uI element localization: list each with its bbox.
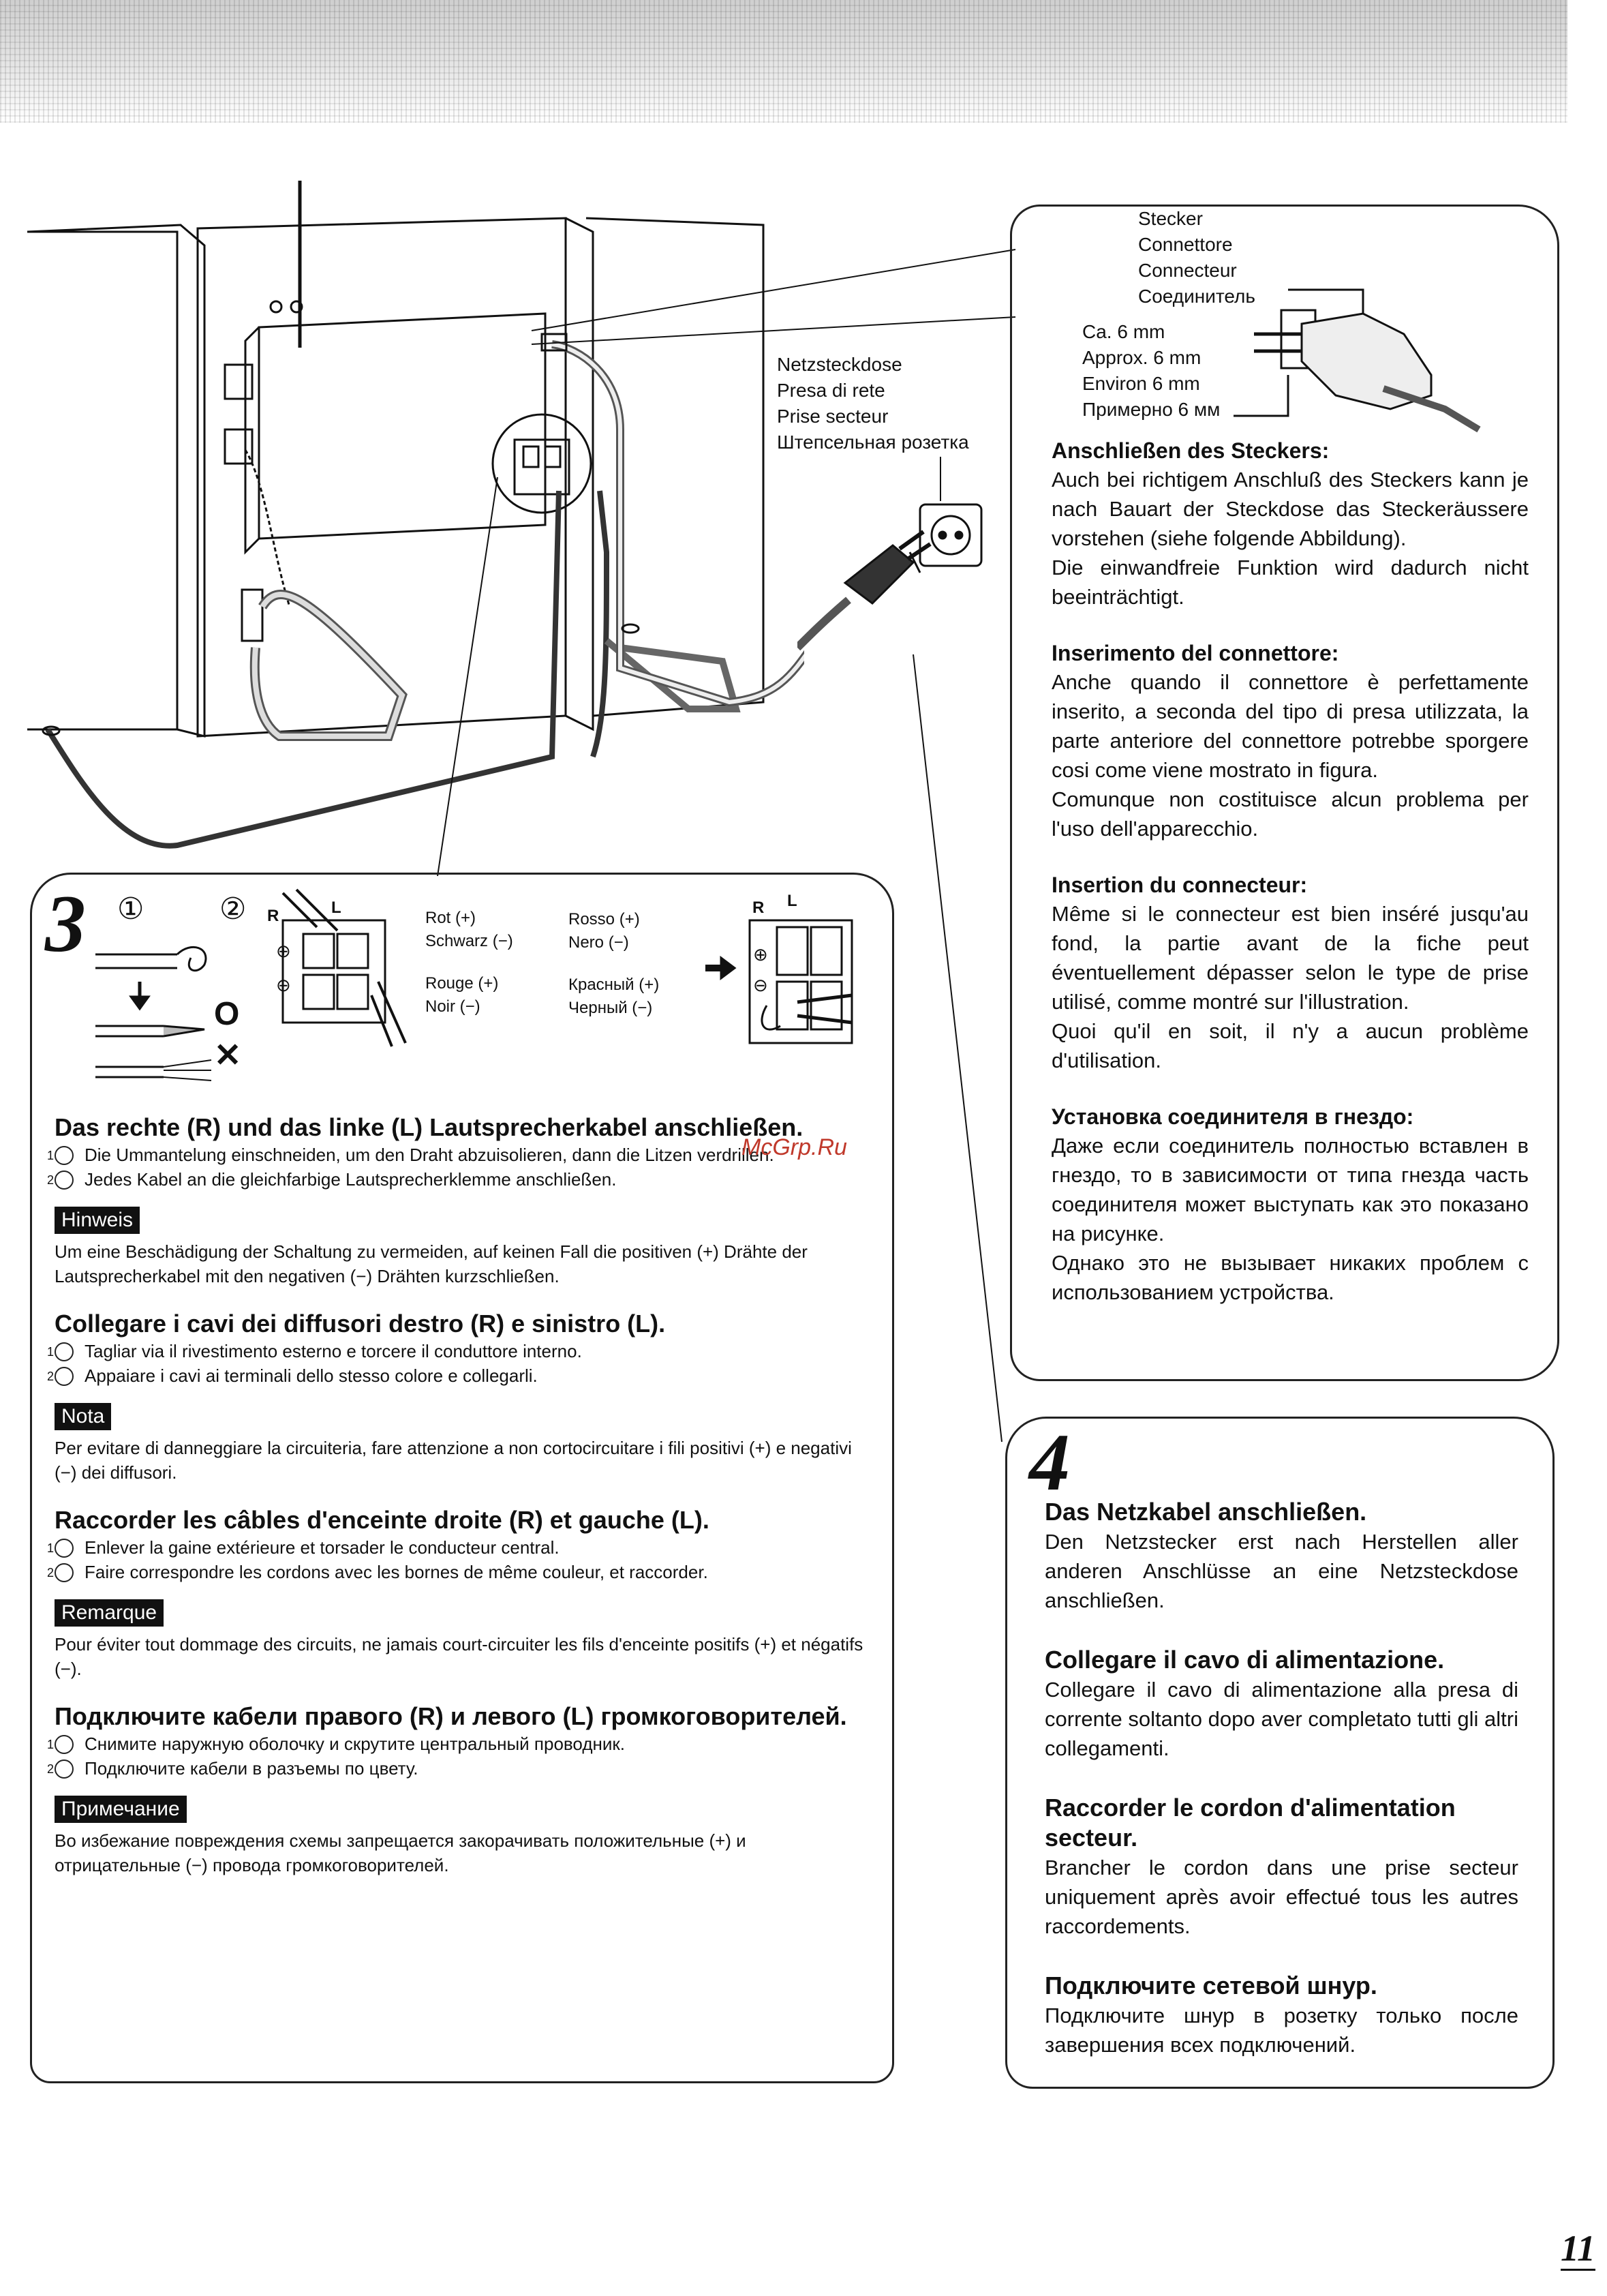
wire-color-ru-pos: Красный (+) bbox=[568, 976, 660, 994]
step3-it bbox=[46, 1309, 870, 1485]
plug-detail-icon bbox=[1227, 273, 1486, 450]
plug-note-de-body: Auch bei richtigem Anschluß des Steckers kann je nach Bauart der Steckdose das Steckeräussere vorstehen (siehe folgende Abbildung). bbox=[1052, 468, 1529, 550]
step3-de-item2: 2 Jedes Kabel an die gleichfarbige Lautsprecherklemme anschließen. bbox=[46, 1169, 617, 1190]
step3-fr-title: Raccorder les câbles d'enceinte droite (R) et gauche (L). bbox=[55, 1506, 709, 1534]
wire-color-de-neg: Schwarz (−) bbox=[425, 932, 513, 950]
outlet-label-ru: Штепсельная розетка bbox=[777, 432, 969, 453]
step4-de-title: Das Netzkabel anschließen. bbox=[1045, 1498, 1367, 1526]
terminal-illustration-right bbox=[702, 886, 859, 1057]
plus-sign-left: ⊕ bbox=[276, 941, 291, 961]
minus-sign-left: ⊖ bbox=[276, 975, 291, 995]
connector-label-de: Stecker bbox=[1138, 208, 1203, 229]
step3-de-note: Um eine Beschädigung der Schaltung zu vermeiden, auf keinen Fall die positiven (+) Drähte der Lautsprecherkabel mit den negativen (−) Drähten kurzschließen. bbox=[55, 1241, 808, 1286]
step4-fr-body: Brancher le cordon dans une prise secteur uniquement après avoir effectué tous les autres raccordements. bbox=[1045, 1856, 1518, 1938]
step3-it-item2: 2 Appaiare i cavi ai terminali dello stesso colore e collegarli. bbox=[46, 1365, 538, 1386]
plug-note-ru bbox=[1052, 1102, 1529, 1307]
step3-fr-item2: 2 Faire correspondre les cordons avec les bornes de même couleur, et raccorder. bbox=[46, 1562, 708, 1582]
step3-l-label-right: L bbox=[787, 892, 797, 910]
step3-it-note: Per evitare di danneggiare la circuiteria, fare attenzione a non cortocircuitare i fili positivi (+) e negativi (−) dei diffusori. bbox=[55, 1438, 852, 1483]
step4-fr bbox=[1045, 1793, 1518, 1941]
step3-fr-note: Pour éviter tout dommage des circuits, ne jamais court-circuiter les fils d'enceinte positifs (+) et négatifs (−). bbox=[55, 1634, 863, 1679]
step4-ru bbox=[1045, 1971, 1518, 2059]
step3-circle-2: ② bbox=[219, 892, 247, 926]
step3-ru-note-tag: Примечание bbox=[55, 1796, 187, 1823]
step3-ru-item2: 2 Подключите кабели в разъемы по цвету. bbox=[46, 1758, 418, 1779]
plug-note-de-body2: Die einwandfreie Funktion wird dadurch nicht beeinträchtigt. bbox=[1052, 556, 1529, 609]
step3-ru-item1: 1 Снимите наружную оболочку и скрутите центральный проводник. bbox=[46, 1734, 625, 1754]
step3-ru-note: Во избежание повреждения схемы запрещается закорачивать положительные (+) и отрицательные (−) провода громкоговорителей. bbox=[55, 1830, 746, 1875]
plug-note-ru-title: Установка соединителя в гнездо: bbox=[1052, 1104, 1414, 1129]
wire-color-fr-pos: Rouge (+) bbox=[425, 974, 499, 993]
step3-number: 3 bbox=[45, 878, 86, 969]
ok-mark: O bbox=[214, 996, 240, 1032]
plug-note-de-title: Anschließen des Steckers: bbox=[1052, 438, 1330, 463]
plug-note-fr-title: Insertion du connecteur: bbox=[1052, 873, 1308, 897]
plug-note-it-body2: Comunque non costituisce alcun problema per l'uso dell'apparecchio. bbox=[1052, 787, 1529, 841]
terminal-illustration-left bbox=[269, 886, 412, 1050]
wire-colors-ru bbox=[568, 973, 659, 1020]
measure-label-de: Ca. 6 mm bbox=[1082, 321, 1165, 342]
plug-note-ru-body: Даже если соединитель полностью вставлен в гнездо, то в зависимости от типа гнезда часть соединителя может выступать как это показано на рисунке. bbox=[1052, 1134, 1529, 1245]
step3-ru bbox=[46, 1702, 870, 1877]
wire-colors-de bbox=[425, 907, 513, 953]
wire-color-ru-neg: Черный (−) bbox=[568, 999, 653, 1017]
plug-note-text bbox=[1052, 436, 1529, 1307]
wire-colors-fr bbox=[425, 972, 498, 1018]
watermark: McGrp.Ru bbox=[741, 1134, 847, 1160]
step3-de-item1: 1 Die Ummantelung einschneiden, um den Draht abzuisolieren, dann die Litzen verdrillen. bbox=[46, 1145, 774, 1165]
step3-fr bbox=[46, 1505, 870, 1681]
plug-note-fr bbox=[1052, 871, 1529, 1075]
wire-color-de-pos: Rot (+) bbox=[425, 909, 476, 927]
plug-note-ru-body2: Однако это не вызывает никаких проблем с использованием устройства. bbox=[1052, 1251, 1529, 1304]
measure-label-fr: Environ 6 mm bbox=[1082, 373, 1200, 394]
step3-de-title: Das rechte (R) und das linke (L) Lautsprecherkabel anschließen. bbox=[55, 1113, 804, 1141]
wire-color-it-pos: Rosso (+) bbox=[568, 910, 640, 928]
minus-sign-right: ⊖ bbox=[753, 975, 768, 995]
step4-number: 4 bbox=[1029, 1417, 1070, 1507]
measure-label-en: Approx. 6 mm bbox=[1082, 347, 1202, 368]
step3-r-label-right: R bbox=[752, 898, 765, 917]
step4-it-body: Collegare il cavo di alimentazione alla presa di corrente soltanto dopo aver completato tutti gli altri collegamenti. bbox=[1045, 1678, 1518, 1760]
measure-label-ru: Примерно 6 мм bbox=[1082, 399, 1221, 420]
step3-it-title: Collegare i cavi dei diffusori destro (R) e sinistro (L). bbox=[55, 1310, 666, 1338]
step3-it-note-tag: Nota bbox=[55, 1403, 111, 1430]
step4-it-title: Collegare il cavo di alimentazione. bbox=[1045, 1646, 1445, 1674]
step3-fr-note-tag: Remarque bbox=[55, 1599, 164, 1627]
wire-color-it-neg: Nero (−) bbox=[568, 933, 629, 952]
plus-sign-right: ⊕ bbox=[753, 944, 768, 965]
plug-note-it-body: Anche quando il connettore è perfettamente inserito, a seconda del tipo di presa utilizzata, la parte anteriore del connettore potrebbe sporgere cosi come viene mostrato in figura. bbox=[1052, 670, 1529, 782]
outlet-label-fr: Prise secteur bbox=[777, 406, 889, 427]
plug-note-fr-body: Même si le connecteur est bien inséré jusqu'au fond, la partie avant de la fiche peut éventuellement dépasser selon le type de prise utilisé, comme montré sur l'illustration. bbox=[1052, 902, 1529, 1014]
wire-color-fr-neg: Noir (−) bbox=[425, 997, 480, 1016]
step3-it-item1: 1 Tagliar via il rivestimento esterno e torcere il conduttore interno. bbox=[46, 1341, 582, 1361]
step4-de bbox=[1045, 1497, 1518, 1615]
outlet-label-de: Netzsteckdose bbox=[777, 354, 902, 375]
page-number: 11 bbox=[1561, 2228, 1595, 2271]
step4-de-body: Den Netzstecker erst nach Herstellen aller anderen Anschlüsse an eine Netzsteckdose anschließen. bbox=[1045, 1530, 1518, 1612]
connector-label-ru: Соединитель bbox=[1138, 286, 1255, 307]
wire-colors-it bbox=[568, 908, 640, 954]
step3-circle-1: ① bbox=[117, 892, 144, 926]
connector-label-it: Connettore bbox=[1138, 234, 1233, 255]
step3-de-note-tag: Hinweis bbox=[55, 1207, 140, 1234]
plug-note-fr-body2: Quoi qu'il en soit, il n'y a aucun problème d'utilisation. bbox=[1052, 1019, 1529, 1072]
step4-text bbox=[1045, 1497, 1518, 2059]
connector-label-fr: Connecteur bbox=[1138, 260, 1237, 281]
step4-ru-title: Подключите сетевой шнур. bbox=[1045, 1972, 1377, 1999]
step3-fr-item1: 1 Enlever la gaine extérieure et torsader le conducteur central. bbox=[46, 1537, 560, 1558]
plug-note-it-title: Inserimento del connettore: bbox=[1052, 641, 1339, 665]
plug-note-de bbox=[1052, 436, 1529, 611]
step4-fr-title: Raccorder le cordon d'alimentation secteur. bbox=[1045, 1794, 1456, 1852]
step3-r-label: R bbox=[267, 907, 279, 925]
step4-ru-body: Подключите шнур в розетку только после завершения всех подключений. bbox=[1045, 2004, 1518, 2057]
outlet-label-it: Presa di rete bbox=[777, 380, 885, 401]
step3-text bbox=[46, 1113, 870, 1877]
step3-l-label: L bbox=[331, 898, 341, 917]
step4-it bbox=[1045, 1645, 1518, 1763]
outlet-labels bbox=[777, 352, 969, 455]
step3-ru-title: Подключите кабели правого (R) и левого (L) громкоговорителей. bbox=[55, 1702, 847, 1730]
ng-mark: ✕ bbox=[214, 1038, 242, 1074]
measure-labels bbox=[1082, 319, 1220, 423]
plug-note-it bbox=[1052, 639, 1529, 843]
